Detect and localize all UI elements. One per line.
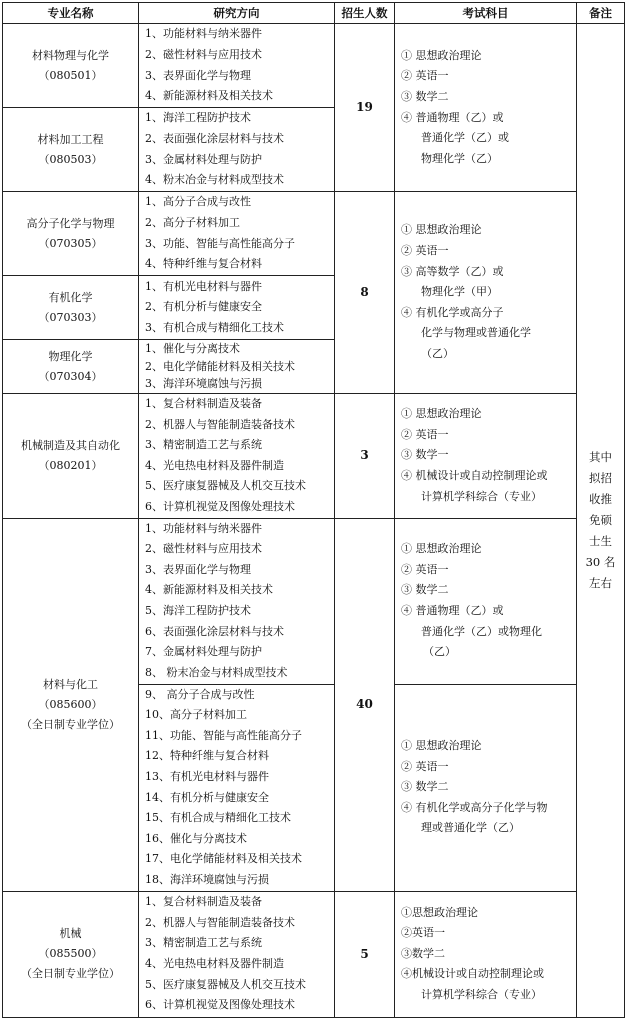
- major-type: （全日制专业学位）: [21, 717, 120, 731]
- major-code: （085500）: [38, 947, 103, 961]
- exam-item: （乙）: [423, 645, 456, 659]
- major-cell: [3, 394, 139, 519]
- table-row: [3, 24, 625, 108]
- direction-list: [139, 684, 335, 891]
- exam-item: 普通化学（乙）或: [421, 131, 509, 145]
- note-line: 30 名: [585, 554, 616, 569]
- major-code: （080501）: [38, 68, 103, 82]
- direction-item: 12、特种纤维与复合材料: [145, 749, 269, 763]
- direction-item: 3、表界面化学与物理: [145, 68, 251, 82]
- major-name: 有机化学: [48, 290, 93, 304]
- exam-item: ④ 普通物理（乙）或: [401, 110, 504, 124]
- exam-item: ② 英语一: [401, 244, 449, 258]
- header-direction: 研究方向: [139, 3, 335, 24]
- note-line: 士生: [589, 533, 612, 548]
- quota-cell: 19: [335, 24, 395, 192]
- header-quota: 招生人数: [335, 3, 395, 24]
- direction-item: 11、功能、智能与高性能高分子: [145, 728, 302, 742]
- table-row: [3, 394, 625, 519]
- exam-item: ③数学二: [401, 946, 445, 960]
- major-cell: [3, 891, 139, 1017]
- direction-item: 3、功能、智能与高性能高分子: [145, 236, 295, 250]
- exam-item: ③ 高等数学（乙）或: [401, 264, 504, 278]
- direction-item: 2、机器人与智能制造装备技术: [145, 915, 295, 929]
- exam-item: ④机械设计或自动控制理论或: [401, 967, 544, 981]
- table-row: [3, 891, 625, 1017]
- direction-item: 4、新能源材料及相关技术: [145, 583, 273, 597]
- quota-cell: 8: [335, 192, 395, 394]
- header-note: 备注: [577, 3, 625, 24]
- major-code: （085600）: [38, 697, 103, 711]
- direction-item: 2、高分子材料加工: [145, 215, 240, 229]
- major-code: （070305）: [38, 236, 103, 250]
- major-cell: [3, 518, 139, 891]
- major-name: 机械制造及其自动化: [21, 438, 120, 452]
- direction-item: 4、光电热电材料及器件制造: [145, 957, 284, 971]
- direction-list: [139, 891, 335, 1017]
- direction-item: 9、 高分子合成与改性: [145, 687, 255, 701]
- direction-item: 6、计算机视觉及图像处理技术: [145, 499, 295, 513]
- header-major: 专业名称: [3, 3, 139, 24]
- direction-item: 2、表面强化涂层材料与技术: [145, 131, 284, 145]
- direction-list: [139, 340, 335, 394]
- exam-item: ④ 有机化学或高分子: [401, 305, 504, 319]
- major-cell: [3, 276, 139, 340]
- exam-item: ① 思想政治理论: [401, 739, 482, 753]
- direction-list: [139, 394, 335, 519]
- exam-item: ①思想政治理论: [401, 905, 478, 919]
- note-cell: [577, 24, 625, 1018]
- exam-item: 计算机学科综合（专业）: [421, 987, 542, 1001]
- direction-item: 3、海洋环境腐蚀与污损: [145, 377, 262, 391]
- direction-item: 3、表界面化学与物理: [145, 562, 251, 576]
- major-cell: [3, 340, 139, 394]
- exam-item: ③ 数学二: [401, 89, 449, 103]
- exam-item: ① 思想政治理论: [401, 407, 482, 421]
- direction-item: 5、医疗康复器械及人机交互技术: [145, 479, 306, 493]
- exam-item: ②英语一: [401, 926, 445, 940]
- direction-item: 13、有机光电材料与器件: [145, 769, 269, 783]
- exam-item: 计算机学科综合（专业）: [421, 489, 542, 503]
- quota-cell: 5: [335, 891, 395, 1017]
- exam-item: 物理化学（乙）: [421, 151, 498, 165]
- direction-item: 6、表面强化涂层材料与技术: [145, 624, 284, 638]
- exam-item: 理或普通化学（乙）: [421, 821, 520, 835]
- major-code: （070303）: [38, 310, 103, 324]
- exam-item: ④ 机械设计或自动控制理论或: [401, 469, 548, 483]
- direction-list: [139, 518, 335, 684]
- exam-item: ② 英语一: [401, 69, 449, 83]
- direction-item: 15、有机合成与精细化工技术: [145, 811, 291, 825]
- note-line: 左右: [589, 575, 612, 590]
- exam-item: ③ 数学一: [401, 448, 449, 462]
- note-line: 其中: [589, 449, 612, 464]
- exam-cell: [395, 192, 577, 394]
- direction-item: 5、医疗康复器械及人机交互技术: [145, 977, 306, 991]
- exam-cell: [395, 891, 577, 1017]
- direction-item: 3、有机合成与精细化工技术: [145, 320, 284, 334]
- direction-item: 1、高分子合成与改性: [145, 195, 251, 209]
- direction-item: 2、电化学储能材料及相关技术: [145, 359, 295, 373]
- exam-item: 物理化学（甲）: [421, 285, 498, 299]
- direction-item: 1、功能材料与纳米器件: [145, 27, 262, 41]
- direction-item: 16、催化与分离技术: [145, 831, 247, 845]
- direction-item: 2、磁性材料与应用技术: [145, 542, 262, 556]
- exam-cell: [395, 394, 577, 519]
- exam-item: ④ 有机化学或高分子化学与物: [401, 800, 548, 814]
- direction-item: 3、精密制造工艺与系统: [145, 936, 262, 950]
- exam-item: ② 英语一: [401, 759, 449, 773]
- direction-item: 4、粉末冶金与材料成型技术: [145, 173, 284, 187]
- header-exam: 考试科目: [395, 3, 577, 24]
- exam-cell: [395, 518, 577, 684]
- direction-item: 1、海洋工程防护技术: [145, 111, 251, 125]
- direction-item: 17、电化学储能材料及相关技术: [145, 852, 302, 866]
- direction-item: 1、有机光电材料与器件: [145, 279, 262, 293]
- quota-cell: 40: [335, 518, 395, 891]
- exam-cell: [395, 684, 577, 891]
- exam-item: 化学与物理或普通化学: [421, 326, 531, 340]
- exam-item: ① 思想政治理论: [401, 223, 482, 237]
- exam-item: ③ 数学二: [401, 583, 449, 597]
- major-cell: [3, 108, 139, 192]
- direction-list: [139, 108, 335, 192]
- direction-item: 1、复合材料制造及装备: [145, 895, 262, 909]
- direction-item: 7、金属材料处理与防护: [145, 645, 262, 659]
- direction-item: 3、金属材料处理与防护: [145, 152, 262, 166]
- major-name: 物理化学: [48, 349, 93, 363]
- direction-item: 2、有机分析与健康安全: [145, 300, 262, 314]
- direction-list: [139, 276, 335, 340]
- exam-item: 普通化学（乙）或物理化: [421, 624, 542, 638]
- direction-list: [139, 192, 335, 276]
- direction-item: 10、高分子材料加工: [145, 708, 247, 722]
- major-name: 材料与化工: [43, 677, 98, 691]
- exam-item: ② 英语一: [401, 427, 449, 441]
- exam-item: ② 英语一: [401, 562, 449, 576]
- major-name: 机械: [59, 927, 82, 941]
- direction-item: 6、计算机视觉及图像处理技术: [145, 998, 295, 1012]
- direction-item: 1、功能材料与纳米器件: [145, 521, 262, 535]
- note-line: 拟招: [589, 470, 612, 485]
- direction-item: 3、精密制造工艺与系统: [145, 438, 262, 452]
- major-code: （070304）: [38, 369, 103, 383]
- admissions-table: [2, 2, 625, 1018]
- direction-item: 4、光电热电材料及器件制造: [145, 458, 284, 472]
- major-code: （080503）: [38, 152, 103, 166]
- table-row: [3, 192, 625, 276]
- major-name: 高分子化学与物理: [26, 216, 115, 230]
- direction-item: 2、机器人与智能制造装备技术: [145, 417, 295, 431]
- direction-item: 5、海洋工程防护技术: [145, 604, 251, 618]
- direction-item: 1、催化与分离技术: [145, 342, 240, 356]
- major-name: 材料加工工程: [37, 132, 104, 146]
- note-line: 收推: [589, 491, 612, 506]
- direction-list: [139, 24, 335, 108]
- exam-item: （乙）: [421, 346, 454, 360]
- exam-item: ① 思想政治理论: [401, 48, 482, 62]
- major-cell: [3, 192, 139, 276]
- major-name: 材料物理与化学: [32, 48, 109, 62]
- note-line: 免硕: [589, 512, 612, 527]
- exam-cell: [395, 24, 577, 192]
- direction-item: 14、有机分析与健康安全: [145, 790, 269, 804]
- exam-item: ① 思想政治理论: [401, 542, 482, 556]
- exam-item: ③ 数学二: [401, 780, 449, 794]
- table-row: [3, 518, 625, 684]
- direction-item: 18、海洋环境腐蚀与污损: [145, 872, 269, 886]
- direction-item: 4、新能源材料及相关技术: [145, 89, 273, 103]
- direction-item: 8、 粉末冶金与材料成型技术: [145, 665, 288, 679]
- direction-item: 1、复合材料制造及装备: [145, 397, 262, 410]
- header-row: [3, 3, 625, 24]
- exam-item: ④ 普通物理（乙）或: [401, 604, 504, 618]
- quota-cell: 3: [335, 394, 395, 519]
- major-type: （全日制专业学位）: [21, 967, 120, 981]
- direction-item: 2、磁性材料与应用技术: [145, 47, 262, 61]
- direction-item: 4、特种纤维与复合材料: [145, 257, 262, 271]
- major-code: （080201）: [38, 458, 103, 472]
- major-cell: [3, 24, 139, 108]
